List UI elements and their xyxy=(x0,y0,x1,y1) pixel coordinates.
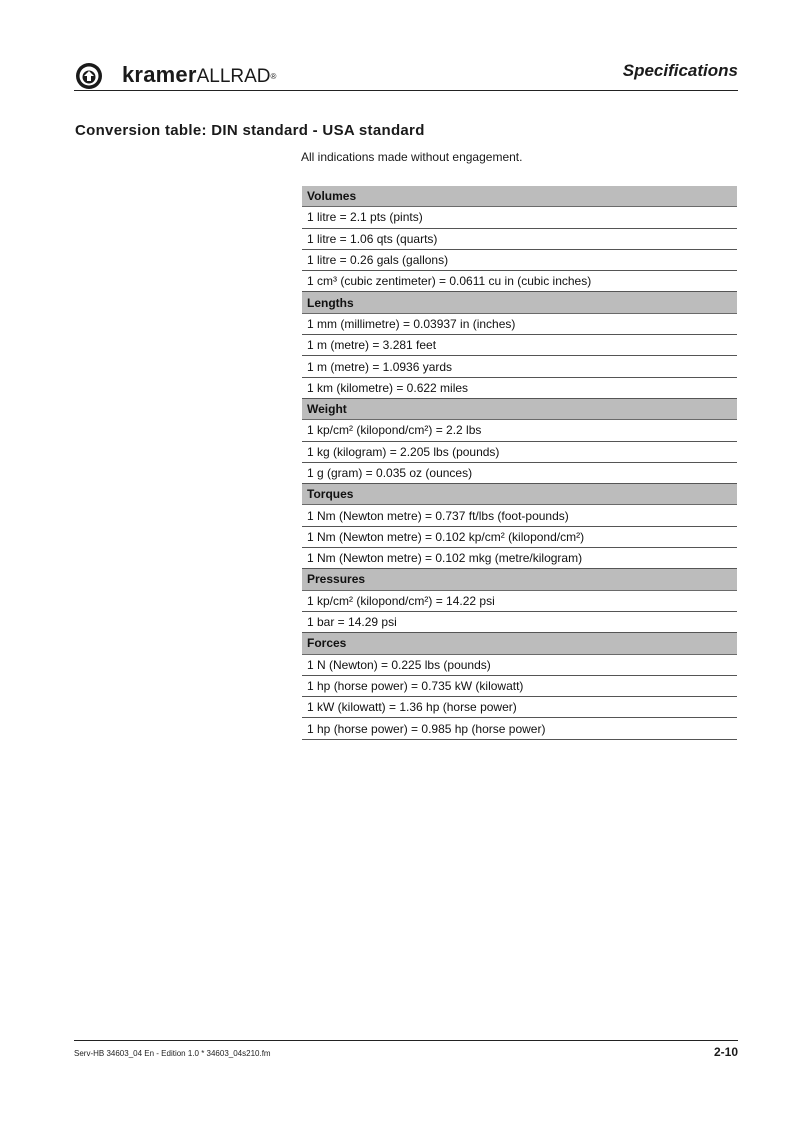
page-header-title: Specifications xyxy=(622,61,738,80)
table-group-heading: Volumes xyxy=(302,186,737,207)
logo-brand: kramer xyxy=(122,62,197,87)
conversion-cell: 1 cm³ (cubic zentimeter) = 0.0611 cu in (cubic inches) xyxy=(302,271,737,292)
table-row xyxy=(302,271,737,292)
table-row xyxy=(302,228,737,249)
table-row xyxy=(302,526,737,547)
footer-document-reference: Serv-HB 34603_04 En - Edition 1.0 * 34603_04s210.fm xyxy=(74,1049,271,1058)
table-row xyxy=(302,313,737,334)
logo-registered-mark: ® xyxy=(270,72,277,81)
table-row xyxy=(302,335,737,356)
conversion-cell: 1 Nm (Newton metre) = 0.102 mkg (metre/kilogram) xyxy=(302,548,737,569)
conversion-cell: 1 Nm (Newton metre) = 0.737 ft/lbs (foot-pounds) xyxy=(302,505,737,526)
conversion-table xyxy=(302,186,737,740)
conversion-cell: 1 kp/cm² (kilopond/cm²) = 2.2 lbs xyxy=(302,420,737,441)
disclaimer-note: All indications made without engagement. xyxy=(301,150,523,164)
logo-sub: ALLRAD xyxy=(196,66,271,87)
table-group-heading: Forces xyxy=(302,633,737,654)
table-group-header-row xyxy=(302,398,737,419)
table-group-heading: Pressures xyxy=(302,569,737,590)
conversion-cell: 1 bar = 14.29 psi xyxy=(302,611,737,632)
conversion-cell: 1 km (kilometre) = 0.622 miles xyxy=(302,377,737,398)
conversion-cell: 1 m (metre) = 3.281 feet xyxy=(302,335,737,356)
table-group-header-row xyxy=(302,569,737,590)
conversion-table-body xyxy=(302,186,737,739)
table-row xyxy=(302,611,737,632)
conversion-cell: 1 kW (kilowatt) = 1.36 hp (horse power) xyxy=(302,697,737,718)
conversion-cell: 1 hp (horse power) = 0.735 kW (kilowatt) xyxy=(302,675,737,696)
conversion-cell: 1 hp (horse power) = 0.985 hp (horse power) xyxy=(302,718,737,739)
conversion-cell: 1 m (metre) = 1.0936 yards xyxy=(302,356,737,377)
conversion-cell: 1 mm (millimetre) = 0.03937 in (inches) xyxy=(302,313,737,334)
brand-logo-text xyxy=(122,62,276,90)
table-row xyxy=(302,207,737,228)
section-title: Conversion table: DIN standard - USA standard xyxy=(75,122,425,139)
table-row xyxy=(302,462,737,483)
page-number: 2-10 xyxy=(713,1045,738,1059)
table-group-heading: Torques xyxy=(302,484,737,505)
kramer-logo-icon xyxy=(75,62,103,90)
conversion-cell: 1 kg (kilogram) = 2.205 lbs (pounds) xyxy=(302,441,737,462)
table-row xyxy=(302,675,737,696)
table-row xyxy=(302,420,737,441)
page-footer xyxy=(74,1040,738,1059)
table-row xyxy=(302,590,737,611)
table-row xyxy=(302,377,737,398)
conversion-cell: 1 N (Newton) = 0.225 lbs (pounds) xyxy=(302,654,737,675)
table-group-header-row xyxy=(302,484,737,505)
conversion-cell: 1 litre = 0.26 gals (gallons) xyxy=(302,249,737,270)
conversion-cell: 1 Nm (Newton metre) = 0.102 kp/cm² (kilopond/cm²) xyxy=(302,526,737,547)
table-row xyxy=(302,505,737,526)
table-row xyxy=(302,654,737,675)
table-group-header-row xyxy=(302,186,737,207)
table-group-heading: Weight xyxy=(302,398,737,419)
table-row xyxy=(302,356,737,377)
page-header xyxy=(74,52,738,91)
conversion-cell: 1 g (gram) = 0.035 oz (ounces) xyxy=(302,462,737,483)
table-row xyxy=(302,718,737,739)
table-row xyxy=(302,548,737,569)
conversion-cell: 1 kp/cm² (kilopond/cm²) = 14.22 psi xyxy=(302,590,737,611)
conversion-cell: 1 litre = 2.1 pts (pints) xyxy=(302,207,737,228)
table-group-heading: Lengths xyxy=(302,292,737,313)
table-row xyxy=(302,697,737,718)
table-group-header-row xyxy=(302,292,737,313)
table-row xyxy=(302,441,737,462)
table-row xyxy=(302,249,737,270)
conversion-cell: 1 litre = 1.06 qts (quarts) xyxy=(302,228,737,249)
table-group-header-row xyxy=(302,633,737,654)
